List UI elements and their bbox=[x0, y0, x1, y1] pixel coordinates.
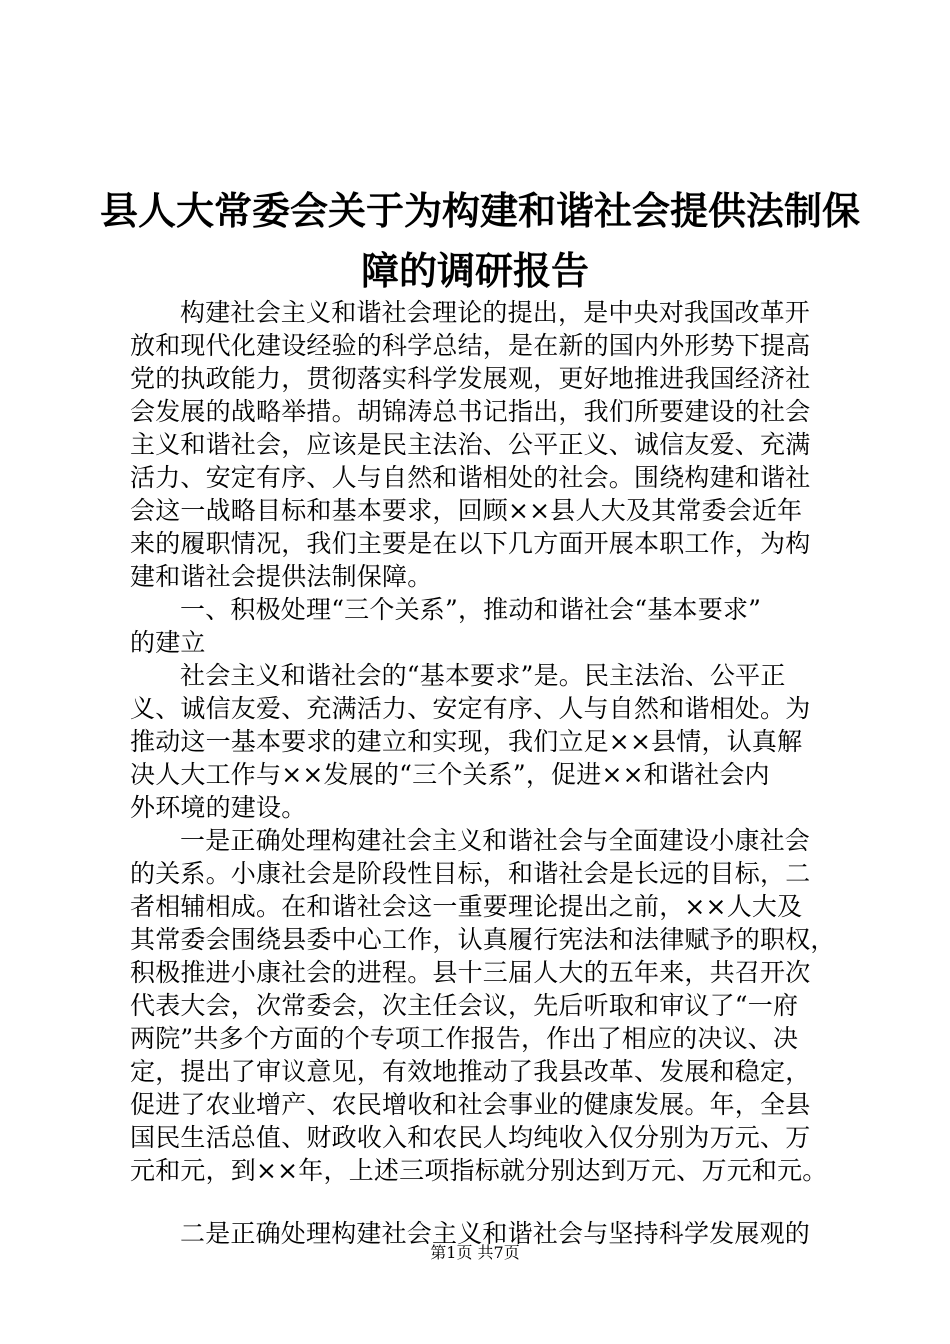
document-title-line-1: 县人大常委会关于为构建和谐社会提供法制保 bbox=[100, 188, 861, 233]
body-line: 来的履职情况，我们主要是在以下几方面开展本职工作，为构 bbox=[130, 529, 811, 558]
body-line: 者相辅相成。在和谐社会这一重要理论提出之前，××人大及 bbox=[130, 892, 803, 921]
body-line: 国民生活总值、财政收入和农民人均纯收入仅分别为万元、万 bbox=[130, 1123, 811, 1152]
body-line: 构建社会主义和谐社会理论的提出，是中央对我国改革开 bbox=[180, 298, 811, 327]
body-line: 二是正确处理构建社会主义和谐社会与坚持科学发展观的 bbox=[180, 1219, 811, 1248]
body-line: 其常委会围绕县委中心工作，认真履行宪法和法律赋予的职权， bbox=[130, 925, 836, 954]
document-body bbox=[130, 296, 836, 1250]
body-line: 外环境的建设。 bbox=[130, 793, 307, 822]
body-line: 义、诚信友爱、充满活力、安定有序、人与自然和谐相处。为 bbox=[130, 694, 811, 723]
body-line: 决人大工作与××发展的“三个关系”，促进××和谐社会内 bbox=[130, 760, 770, 789]
body-line: 会发展的战略举措。胡锦涛总书记指出，我们所要建设的社会 bbox=[130, 397, 811, 426]
body-line: 会这一战略目标和基本要求，回顾××县人大及其常委会近年 bbox=[130, 496, 803, 525]
page-footer: 第1页 共7页 bbox=[430, 1243, 520, 1262]
body-line: 党的执政能力，贯彻落实科学发展观，更好地推进我国经济社 bbox=[130, 364, 811, 393]
section-heading-line: 的建立 bbox=[130, 628, 206, 657]
body-line: 代表大会，次常委会，次主任会议，先后听取和审议了“一府 bbox=[130, 991, 799, 1020]
body-line: 积极推进小康社会的进程。县十三届人大的五年来，共召开次 bbox=[130, 958, 811, 987]
body-line: 主义和谐社会，应该是民主法治、公平正义、诚信友爱、充满 bbox=[130, 430, 811, 459]
body-line: 放和现代化建设经验的科学总结，是在新的国内外形势下提高 bbox=[130, 331, 811, 360]
body-line: 定，提出了审议意见，有效地推动了我县改革、发展和稳定， bbox=[130, 1057, 811, 1086]
paragraph-gap bbox=[130, 1187, 830, 1217]
body-line: 元和元，到××年，上述三项指标就分别达到万元、万元和元。 bbox=[130, 1156, 828, 1185]
body-line: 的关系。小康社会是阶段性目标，和谐社会是长远的目标，二 bbox=[130, 859, 811, 888]
section-heading-line: 一、积极处理“三个关系”，推动和谐社会“基本要求” bbox=[180, 595, 762, 624]
body-line: 两院”共多个方面的个专项工作报告，作出了相应的决议、决 bbox=[130, 1024, 799, 1053]
body-line: 一是正确处理构建社会主义和谐社会与全面建设小康社会 bbox=[180, 826, 811, 855]
body-line: 建和谐社会提供法制保障。 bbox=[130, 562, 433, 591]
document-title-line-2: 障的调研报告 bbox=[360, 248, 589, 293]
body-line: 促进了农业增产、农民增收和社会事业的健康发展。年，全县 bbox=[130, 1090, 811, 1119]
body-line: 活力、安定有序、人与自然和谐相处的社会。围绕构建和谐社 bbox=[130, 463, 811, 492]
body-line: 推动这一基本要求的建立和实现，我们立足××县情，认真解 bbox=[130, 727, 803, 756]
body-line: 社会主义和谐社会的“基本要求”是。民主法治、公平正 bbox=[180, 661, 786, 690]
